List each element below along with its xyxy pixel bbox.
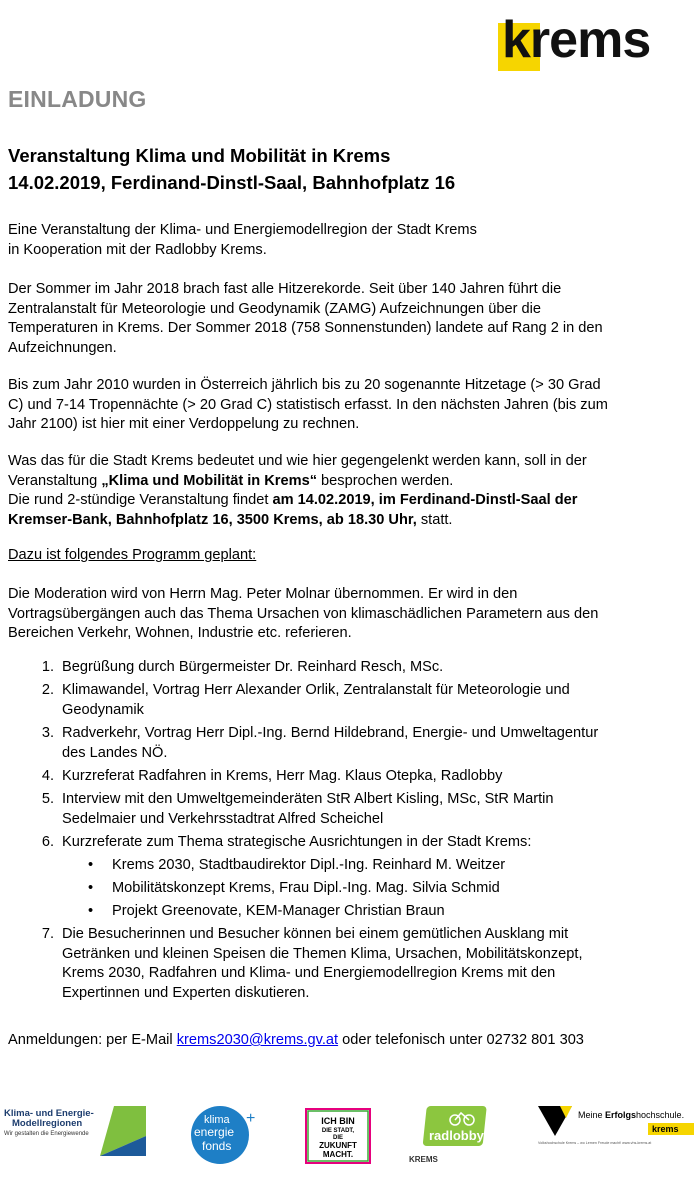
svg-text:Modellregionen: Modellregionen xyxy=(12,1118,83,1129)
page-heading: EINLADUNG xyxy=(8,86,147,112)
svg-text:DIE: DIE xyxy=(332,1135,344,1141)
svg-text:ICH BIN: ICH BIN xyxy=(321,1116,355,1126)
email-link[interactable]: krems2030@krems.gv.at xyxy=(176,1032,339,1048)
summer-paragraph: Der Sommer im Jahr 2018 brach fast alle Hitzerekorde. Seit über 140 Jahren führt die Zentralanstalt für Meteorologie und Geodynamik (ZAMG) Aufzeichnungen über die Temperaturen in Krems. Der Sommer 2018 (758 Sonnenstunden) landete auf Rang 2 in den Aufzeichnungen. xyxy=(8,281,603,356)
svg-text:energie: energie xyxy=(194,1125,235,1139)
sub-item-greenovate: • Projekt Greenovate, KEM-Manager Christian Braun xyxy=(88,903,445,919)
program-item-5: 5. Interview mit den Umweltgemeinderäten StR Albert Kisling, MSc, StR Martin Sedelmaier und Verkehrsstadtrat Alfred Scheichel xyxy=(41,791,554,827)
kem-logo xyxy=(4,1106,154,1156)
svg-text:klima: klima xyxy=(204,1114,230,1126)
event-title: Veranstaltung Klima und Mobilität in Krems xyxy=(8,145,391,166)
sub-item-krems-2030: • Krems 2030, Stadtbaudirektor Dipl.-Ing. Reinhard M. Weitzer xyxy=(88,857,506,873)
svg-text:Wir gestalten die Energiewende: Wir gestalten die Energiewende xyxy=(4,1131,89,1137)
vhs-krems-logo xyxy=(538,1106,696,1146)
program-item-7: 7. Die Besucherinnen und Besucher können bei einem gemütlichen Ausklang mit Getränken und kleinen Speisen die Themen Klima, Ursachen, Mobilitätskonzept, Krems 2030, Radfahren und Klima- und Energiemodellregion Krems mit den Expertinnen und Experten diskutieren. xyxy=(41,926,583,1001)
program-heading: Dazu ist folgendes Programm geplant: xyxy=(8,547,257,563)
heat-days-paragraph: Bis zum Jahr 2010 wurden in Österreich jährlich bis zu 20 sogenannte Hitzetage (> 30 Grad C) und 7-14 Tropennächte (> 20 Grad C) statistisch erfasst. In den nächsten Jahren (bis zum Jahr 2100) ist hier mit einer Verdoppelung zu rechnen. xyxy=(8,377,608,432)
svg-text:MACHT.: MACHT. xyxy=(322,1150,354,1159)
program-item-2: 2. Klimawandel, Vortrag Herr Alexander Orlik, Zentralanstalt für Meteorologie und Geodynamik xyxy=(41,682,570,718)
svg-text:+: + xyxy=(246,1110,256,1127)
intro-paragraph: Eine Veranstaltung der Klima- und Energiemodellregion der Stadt Krems in Kooperation mit der Radlobby Krems. xyxy=(8,222,477,258)
svg-text:DIE STADT,: DIE STADT, xyxy=(321,1128,355,1134)
krems-logo-text: krems xyxy=(502,11,651,69)
ich-bin-die-stadt-logo xyxy=(305,1108,371,1164)
svg-text:Volkshochschule Krems – wo Ler: Volkshochschule Krems – wo Lernen Freude macht! www.vhs-krems.at xyxy=(538,1141,652,1145)
krems-logo xyxy=(498,5,695,71)
program-item-4: 4. Kurzreferat Radfahren in Krems, Herr Mag. Klaus Otepka, Radlobby xyxy=(41,768,503,784)
svg-text:krems: krems xyxy=(652,1124,679,1134)
event-date-location: 14.02.2019, Ferdinand-Dinstl-Saal, Bahnhofplatz 16 xyxy=(8,172,456,193)
radlobby-logo xyxy=(405,1104,493,1168)
event-name-bold: „Klima und Mobilität in Krems“ xyxy=(101,472,317,489)
program-item-1: 1. Begrüßung durch Bürgermeister Dr. Reinhard Resch, MSc. xyxy=(41,659,444,675)
klima-energie-fonds-logo xyxy=(190,1103,262,1165)
svg-text:ZUKUNFT: ZUKUNFT xyxy=(319,1141,357,1150)
svg-text:KREMS: KREMS xyxy=(409,1155,438,1164)
registration-line: Anmeldungen: per E-Mail krems2030@krems.gv.at oder telefonisch unter 02732 801 303 xyxy=(8,1032,584,1048)
moderation-paragraph: Die Moderation wird von Herrn Mag. Peter Molnar übernommen. Er wird in den Vortragsübergängen auch das Thema Ursachen von klimaschädlichen Parametern aus den Bereichen Verkehr, Wohnen, Industrie etc. referieren. xyxy=(8,586,599,641)
svg-text:radlobby: radlobby xyxy=(429,1128,484,1143)
svg-text:fonds: fonds xyxy=(202,1139,232,1153)
event-paragraph: Was das für die Stadt Krems bedeutet und wie hier gegengelenkt werden kann, soll in der Veranstaltung „Klima und Mobilität in Krems“ besprochen werden. Die rund 2-stündige Veranstaltung findet am 14.02.2019, im Ferdinand-Dinstl-Saal der Kremser-Bank, Bahnhofplatz 16, 3500 Krems, ab 18.30 Uhr, statt. xyxy=(8,453,587,528)
svg-text:Meine Erfolgshochschule.: Meine Erfolgshochschule. xyxy=(578,1110,685,1120)
program-item-3: 3. Radverkehr, Vortrag Herr Dipl.-Ing. Bernd Hildebrand, Energie- und Umweltagentur des Landes NÖ. xyxy=(41,725,599,761)
program-item-6: 6. Kurzreferate zum Thema strategische Ausrichtungen in der Stadt Krems: xyxy=(41,834,532,850)
sub-item-mobility: • Mobilitätskonzept Krems, Frau Dipl.-Ing. Mag. Silvia Schmid xyxy=(88,880,500,896)
svg-text:Klima- und Energie-: Klima- und Energie- xyxy=(4,1108,94,1119)
